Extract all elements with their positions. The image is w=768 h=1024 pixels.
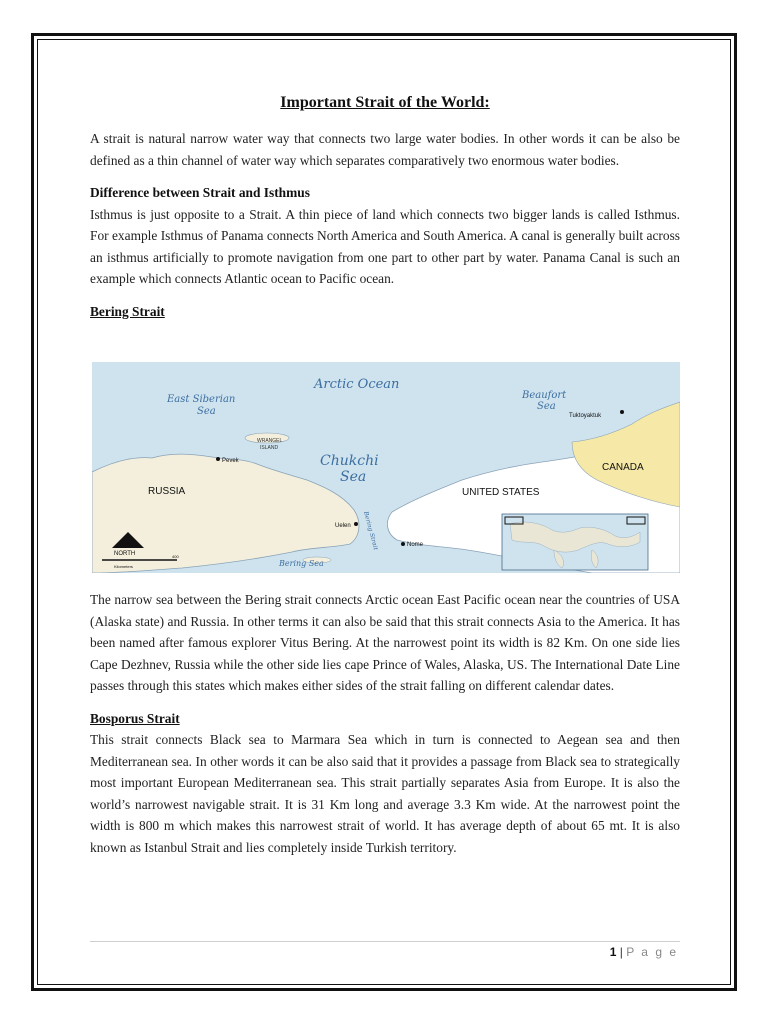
document-title: Important Strait of the World:	[280, 94, 490, 111]
label-east-siberian-sea-2: Sea	[197, 406, 216, 417]
label-east-siberian-sea: East Siberian	[167, 394, 236, 405]
nome-marker	[401, 542, 405, 546]
section-body-strait-isthmus: Isthmus is just opposite to a Strait. A thin piece of land which connects two bigger lands is called Isthmus. For example Isthmus of Panama connects North America and South America. A canal is generally built across an isthmus artificially to promote navigation from one part to other part by water. Panama Canal is such an example which connects Atlantic ocean to Pacific ocean.	[90, 206, 680, 286]
page-number: 1	[609, 945, 617, 959]
footer-separator: |	[619, 945, 623, 959]
uelen-marker	[354, 522, 358, 526]
label-bering-sea: Bering Sea	[279, 559, 324, 568]
label-russia: RUSSIA	[148, 486, 186, 497]
footer-divider	[90, 941, 680, 942]
label-wrangel-island-2: ISLAND	[260, 445, 279, 451]
page-label: P a g e	[626, 945, 678, 959]
section-heading-bosporus: Bosporus Strait	[90, 710, 180, 726]
label-beaufort-sea: Beaufort	[522, 390, 567, 401]
world-locator-inset	[502, 514, 648, 570]
label-arctic-ocean: Arctic Ocean	[314, 377, 400, 392]
section-heading-bering: Bering Strait	[90, 303, 165, 319]
bering-strait-map	[92, 362, 680, 573]
label-scale-max: 400	[172, 554, 179, 559]
document-body-continued	[90, 589, 680, 858]
label-bering-strait: Bering Strait	[362, 510, 380, 551]
intro-paragraph: A strait is natural narrow water way that connects two large water bodies. In other words it can be also be defined as a thin channel of water way which separates comparatively two enormous water bodies.	[90, 131, 680, 168]
section-body-bosporus: This strait connects Black sea to Marmara Sea which in turn is connected to Aegean sea and then Mediterranean sea. In other words it can be also said that it provides a passage from Black sea to strategically most important European Mediterranean sea. This strait partially separates Asia from Europe. It is also the world’s narrowest navigable strait. It is 31 Km long and average 3.3 Km wide. At the narrowest point the width is 800 m which makes this narrowest strait of world. It has average depth of about 65 mt. It is also known as Istanbul Strait and lies completely inside Turkish territory.	[90, 732, 680, 855]
label-north: NORTH	[114, 551, 136, 557]
label-wrangel-island: WRANGEL	[257, 438, 283, 444]
label-nome: Nome	[407, 542, 424, 548]
label-tuktoyaktuk: Tuktoyaktuk	[569, 413, 602, 419]
label-beaufort-sea-2: Sea	[537, 401, 556, 412]
label-scale-unit: Kilometers	[114, 564, 133, 569]
label-united-states: UNITED STATES	[462, 487, 540, 498]
section-heading-strait-isthmus: Difference between Strait and Isthmus	[90, 185, 310, 200]
label-uelen: Uelen	[335, 523, 351, 529]
page-footer	[610, 945, 678, 959]
label-chukchi-sea-2: Sea	[340, 469, 367, 485]
document-body	[90, 94, 680, 322]
label-pevek: Pevek	[222, 458, 239, 464]
label-chukchi-sea: Chukchi	[320, 453, 379, 469]
section-body-bering: The narrow sea between the Bering strait connects Arctic ocean East Pacific ocean near the countries of USA (Alaska state) and Russia. In other terms it can also be said that this strait connects Asia to the America. It has been named after famous explorer Vitus Bering. At the narrowest point its width is 82 Km. On one side lies Cape Dezhnev, Russia while the other side lies cape Prince of Wales, Alaska, US. The International Date Line passes through this states which makes either sides of the strait falling on different calendar dates.	[90, 592, 680, 693]
pevek-marker	[216, 457, 220, 461]
label-canada: CANADA	[602, 462, 644, 473]
tuktoyaktuk-marker	[620, 410, 624, 414]
